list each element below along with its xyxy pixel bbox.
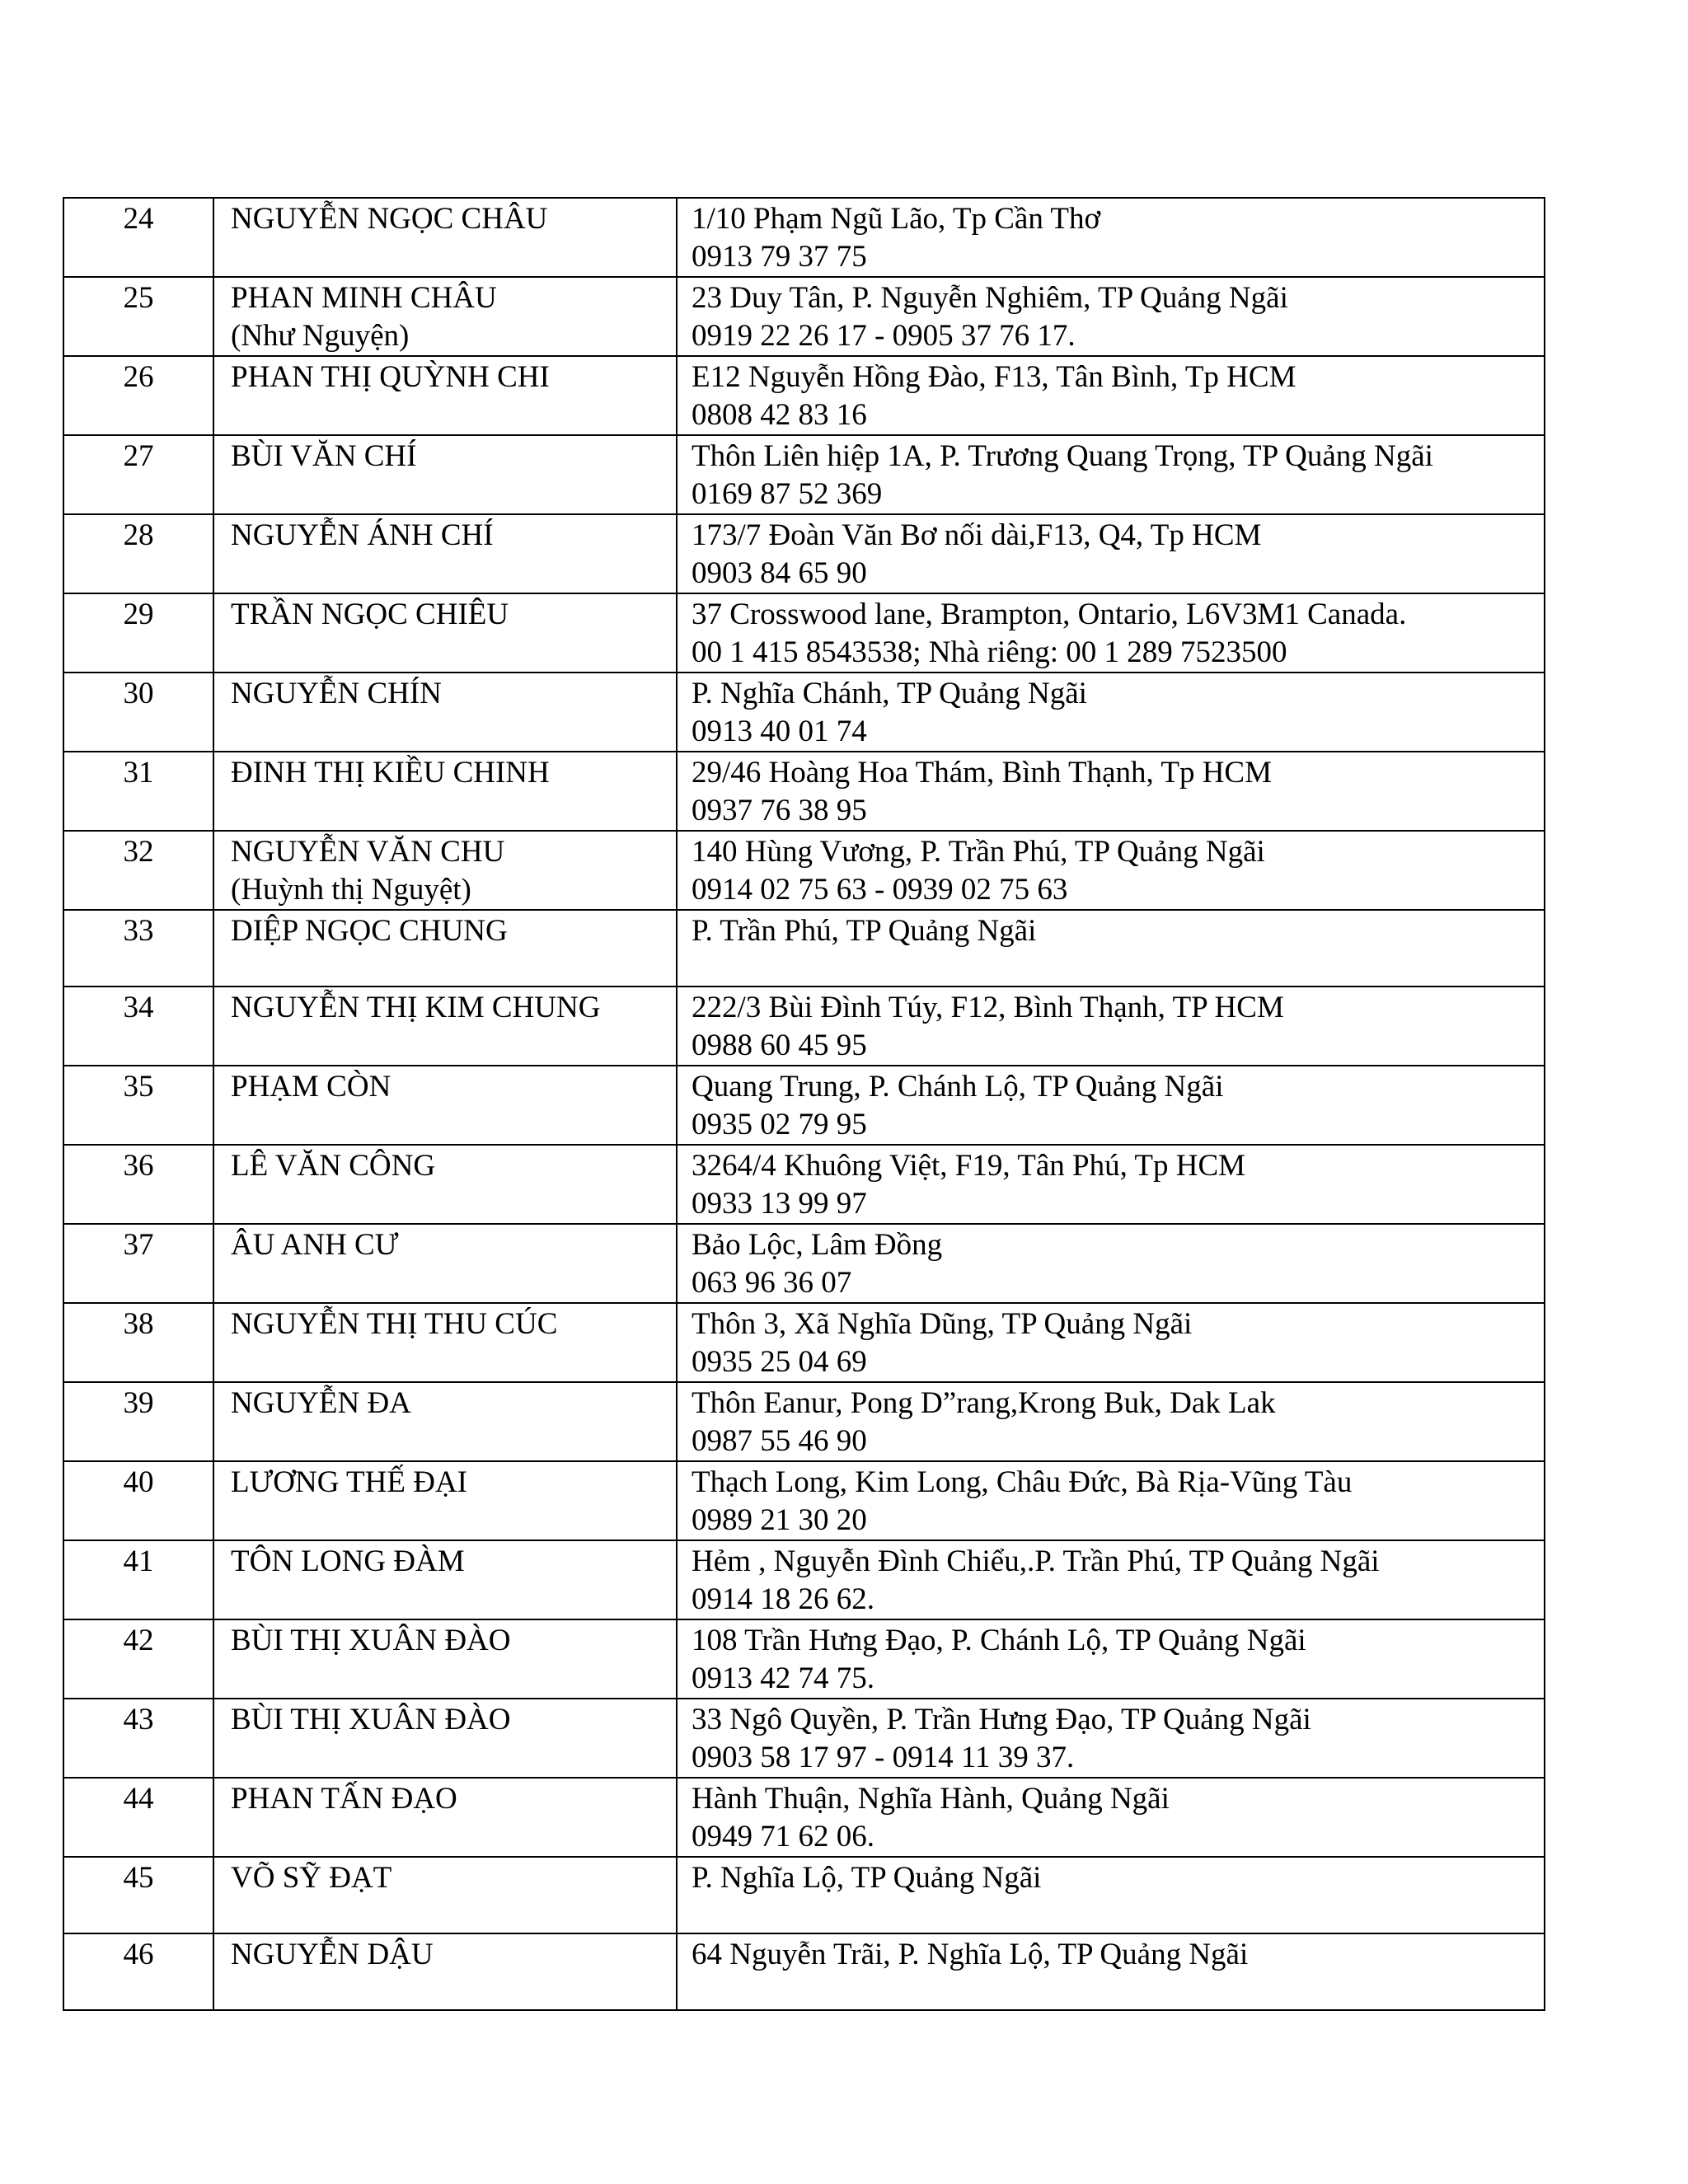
table-row (63, 277, 1545, 356)
entry-name: PHẠM CÒN (231, 1070, 392, 1104)
table-row (63, 435, 1545, 514)
entry-name-cell (213, 277, 677, 356)
entry-name-cell (213, 910, 677, 987)
entry-contact-cell (677, 910, 1545, 987)
table-row (63, 910, 1545, 987)
table-row (63, 831, 1545, 910)
table-row (63, 752, 1545, 831)
entry-phone: 0935 02 79 95 (692, 1108, 867, 1141)
entry-name-cell (213, 1461, 677, 1540)
entry-name-cell (213, 1145, 677, 1224)
entry-phone: 0935 25 04 69 (692, 1345, 867, 1379)
entry-name-cell (213, 752, 677, 831)
entry-name: ÂU ANH CƯ (231, 1228, 399, 1262)
table-row (63, 1066, 1545, 1145)
entry-number: 40 (63, 1461, 213, 1540)
entry-contact-cell (677, 987, 1545, 1066)
entry-contact-cell (677, 1619, 1545, 1699)
entry-name: NGUYỄN NGỌC CHÂU (231, 202, 548, 236)
entry-name: LÊ VĂN CÔNG (231, 1149, 436, 1183)
entry-name: NGUYỄN ĐA (231, 1386, 411, 1420)
entry-address: 33 Ngô Quyền, P. Trần Hưng Đạo, TP Quảng Ngãi (692, 1703, 1311, 1736)
entry-address: P. Nghĩa Lộ, TP Quảng Ngãi (692, 1861, 1042, 1895)
entry-name: VÕ SỸ ĐẠT (231, 1861, 392, 1895)
entry-address: 140 Hùng Vương, P. Trần Phú, TP Quảng Ngãi (692, 835, 1265, 869)
entry-phone: 0933 13 99 97 (692, 1187, 867, 1221)
entry-phone: 0903 58 17 97 - 0914 11 39 37. (692, 1741, 1075, 1774)
entry-address: Hành Thuận, Nghĩa Hành, Quảng Ngãi (692, 1782, 1170, 1816)
entry-address: 23 Duy Tân, P. Nguyễn Nghiêm, TP Quảng Ngãi (692, 281, 1288, 315)
entry-contact-cell (677, 1540, 1545, 1619)
entry-number: 36 (63, 1145, 213, 1224)
table-row (63, 1461, 1545, 1540)
entry-number: 35 (63, 1066, 213, 1145)
entry-name: BÙI THỊ XUÂN ĐÀO (231, 1624, 511, 1657)
entry-phone: 0919 22 26 17 - 0905 37 76 17. (692, 319, 1076, 353)
entry-name-cell (213, 1778, 677, 1857)
entry-number: 45 (63, 1857, 213, 1933)
entry-number: 46 (63, 1933, 213, 2010)
entry-number: 37 (63, 1224, 213, 1303)
entry-phone: 0169 87 52 369 (692, 477, 883, 511)
entry-number: 24 (63, 198, 213, 277)
entry-address: 3264/4 Khuông Việt, F19, Tân Phú, Tp HCM (692, 1149, 1246, 1183)
table-row (63, 987, 1545, 1066)
entry-phone: 0987 55 46 90 (692, 1424, 867, 1458)
entry-phone: 0913 42 74 75. (692, 1661, 874, 1695)
entry-name-cell (213, 831, 677, 910)
entry-name-cell (213, 1303, 677, 1382)
entry-address: Quang Trung, P. Chánh Lộ, TP Quảng Ngãi (692, 1070, 1224, 1104)
entry-contact-cell (677, 1382, 1545, 1461)
entry-name-cell (213, 1224, 677, 1303)
entry-address: P. Nghĩa Chánh, TP Quảng Ngãi (692, 677, 1087, 710)
directory-table-body (63, 198, 1545, 2010)
entry-contact-cell (677, 1778, 1545, 1857)
entry-phone: 0808 42 83 16 (692, 398, 867, 432)
entry-name: ĐINH THỊ KIỀU CHINH (231, 756, 550, 790)
entry-alias: (Như Nguyện) (231, 319, 410, 353)
entry-contact-cell (677, 1933, 1545, 2010)
entry-number: 43 (63, 1699, 213, 1778)
entry-name-cell (213, 198, 677, 277)
table-row (63, 1857, 1545, 1933)
entry-address: 64 Nguyễn Trãi, P. Nghĩa Lộ, TP Quảng Ngãi (692, 1938, 1249, 1971)
entry-address: 108 Trần Hưng Đạo, P. Chánh Lộ, TP Quảng Ngãi (692, 1624, 1306, 1657)
entry-address: 29/46 Hoàng Hoa Thám, Bình Thạnh, Tp HCM (692, 756, 1272, 790)
entry-name: PHAN THỊ QUỲNH CHI (231, 360, 550, 394)
entry-name: NGUYỄN THỊ THU CÚC (231, 1307, 558, 1341)
table-row (63, 198, 1545, 277)
entry-phone: 0914 18 26 62. (692, 1582, 874, 1616)
entry-address: 1/10 Phạm Ngũ Lão, Tp Cần Thơ (692, 202, 1101, 236)
entry-name: LƯƠNG THẾ ĐẠI (231, 1465, 467, 1499)
entry-number: 34 (63, 987, 213, 1066)
entry-name-cell (213, 1382, 677, 1461)
entry-name-cell (213, 1699, 677, 1778)
entry-phone: 0903 84 65 90 (692, 556, 867, 590)
entry-number: 44 (63, 1778, 213, 1857)
entry-contact-cell (677, 1699, 1545, 1778)
entry-phone: 0913 79 37 75 (692, 240, 867, 274)
entry-number: 28 (63, 514, 213, 593)
entry-address: 222/3 Bùi Đình Túy, F12, Bình Thạnh, TP HCM (692, 991, 1284, 1024)
entry-number: 33 (63, 910, 213, 987)
entry-number: 38 (63, 1303, 213, 1382)
entry-phone: 063 96 36 07 (692, 1266, 852, 1300)
entry-name: DIỆP NGỌC CHUNG (231, 914, 508, 948)
table-row (63, 1382, 1545, 1461)
entry-phone: 0988 60 45 95 (692, 1029, 867, 1062)
entry-number: 29 (63, 593, 213, 673)
entry-phone: 0914 02 75 63 - 0939 02 75 63 (692, 873, 1068, 907)
entry-name: NGUYỄN CHÍN (231, 677, 442, 710)
entry-address: Hẻm , Nguyễn Đình Chiểu,.P. Trần Phú, TP Quảng Ngãi (692, 1544, 1380, 1578)
entry-contact-cell (677, 1224, 1545, 1303)
table-row (63, 673, 1545, 752)
entry-number: 32 (63, 831, 213, 910)
entry-name-cell (213, 1540, 677, 1619)
entry-name: NGUYỄN VĂN CHU (231, 835, 505, 869)
entry-contact-cell (677, 673, 1545, 752)
entry-number: 26 (63, 356, 213, 435)
entry-number: 27 (63, 435, 213, 514)
entry-address: 173/7 Đoàn Văn Bơ nối dài,F13, Q4, Tp HCM (692, 518, 1262, 552)
entry-number: 42 (63, 1619, 213, 1699)
table-row (63, 1145, 1545, 1224)
entry-number: 30 (63, 673, 213, 752)
entry-contact-cell (677, 1857, 1545, 1933)
entry-alias: (Huỳnh thị Nguyệt) (231, 873, 471, 907)
table-row (63, 1778, 1545, 1857)
entry-contact-cell (677, 1066, 1545, 1145)
entry-address: Thôn Eanur, Pong D”rang,Krong Buk, Dak Lak (692, 1386, 1276, 1420)
table-row (63, 356, 1545, 435)
entry-name-cell (213, 987, 677, 1066)
entry-address: 37 Crosswood lane, Brampton, Ontario, L6V3M1 Canada. (692, 598, 1407, 631)
entry-contact-cell (677, 514, 1545, 593)
entry-contact-cell (677, 831, 1545, 910)
entry-contact-cell (677, 277, 1545, 356)
table-row (63, 1540, 1545, 1619)
entry-address: Thôn 3, Xã Nghĩa Dũng, TP Quảng Ngãi (692, 1307, 1193, 1341)
entry-number: 25 (63, 277, 213, 356)
entry-contact-cell (677, 435, 1545, 514)
entry-name: PHAN MINH CHÂU (231, 281, 497, 315)
entry-number: 31 (63, 752, 213, 831)
entry-phone: 0937 76 38 95 (692, 794, 867, 827)
entry-address: P. Trần Phú, TP Quảng Ngãi (692, 914, 1037, 948)
entry-address: Thôn Liên hiệp 1A, P. Trương Quang Trọng, TP Quảng Ngãi (692, 439, 1433, 473)
entry-address: Thạch Long, Kim Long, Châu Đức, Bà Rịa-Vũng Tàu (692, 1465, 1353, 1499)
entry-name-cell (213, 1066, 677, 1145)
entry-name: NGUYỄN THỊ KIM CHUNG (231, 991, 601, 1024)
entry-name-cell (213, 356, 677, 435)
table-row (63, 593, 1545, 673)
entry-contact-cell (677, 1145, 1545, 1224)
directory-table (63, 197, 1545, 2011)
table-row (63, 1303, 1545, 1382)
table-row (63, 1933, 1545, 2010)
entry-number: 39 (63, 1382, 213, 1461)
entry-contact-cell (677, 198, 1545, 277)
entry-name-cell (213, 514, 677, 593)
entry-address: E12 Nguyễn Hồng Đào, F13, Tân Bình, Tp HCM (692, 360, 1296, 394)
entry-name-cell (213, 1933, 677, 2010)
entry-name-cell (213, 1619, 677, 1699)
entry-contact-cell (677, 593, 1545, 673)
entry-name: BÙI VĂN CHÍ (231, 439, 417, 473)
entry-name: TRẦN NGỌC CHIÊU (231, 598, 509, 631)
entry-contact-cell (677, 1461, 1545, 1540)
entry-name: NGUYỄN DẬU (231, 1938, 434, 1971)
entry-contact-cell (677, 1303, 1545, 1382)
entry-name: BÙI THỊ XUÂN ĐÀO (231, 1703, 511, 1736)
entry-name-cell (213, 673, 677, 752)
entry-name-cell (213, 1857, 677, 1933)
entry-address: Bảo Lộc, Lâm Đồng (692, 1228, 943, 1262)
entry-contact-cell (677, 356, 1545, 435)
entry-phone: 00 1 415 8543538; Nhà riêng: 00 1 289 7523500 (692, 635, 1287, 669)
table-row (63, 1619, 1545, 1699)
table-row (63, 1699, 1545, 1778)
entry-name: TÔN LONG ĐÀM (231, 1544, 465, 1578)
entry-name-cell (213, 435, 677, 514)
entry-name-cell (213, 593, 677, 673)
entry-number: 41 (63, 1540, 213, 1619)
entry-name: NGUYỄN ÁNH CHÍ (231, 518, 494, 552)
table-row (63, 514, 1545, 593)
entry-phone: 0913 40 01 74 (692, 715, 867, 748)
entry-phone: 0949 71 62 06. (692, 1820, 874, 1854)
table-row (63, 1224, 1545, 1303)
entry-phone: 0989 21 30 20 (692, 1503, 867, 1537)
entry-contact-cell (677, 752, 1545, 831)
entry-name: PHAN TẤN ĐẠO (231, 1782, 457, 1816)
